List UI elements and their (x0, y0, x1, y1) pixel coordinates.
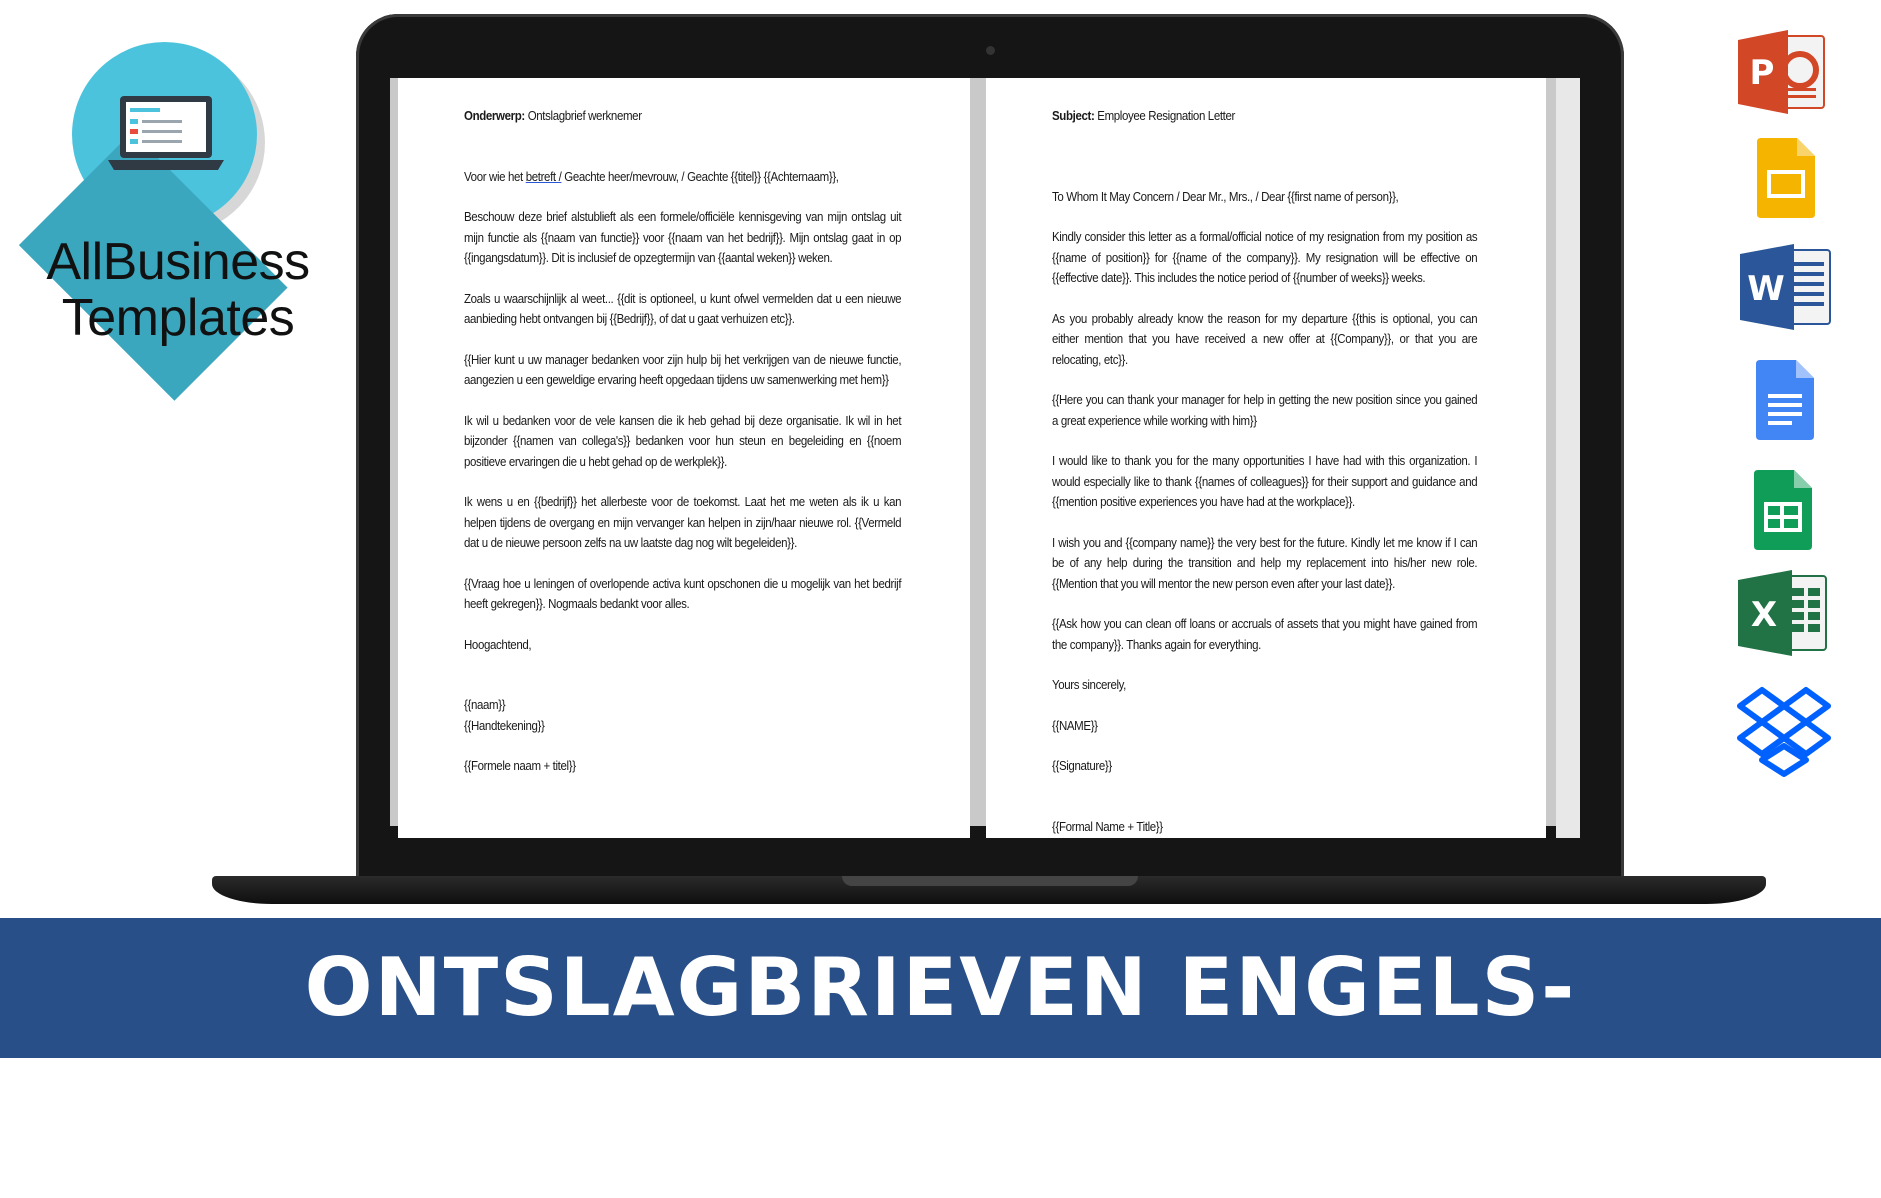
word-icon[interactable] (1740, 244, 1832, 330)
brand-line1: AllBusiness (46, 233, 310, 291)
signature-placeholder: {{Signature}} (1052, 759, 1112, 773)
title-banner (0, 918, 1881, 1174)
google-slides-icon[interactable] (1757, 138, 1815, 218)
paragraph: {{Vraag hoe u leningen of overlopende activa kunt opschonen die u mogelijk van het bedrijf heeft gekregen}}. Nogmaals bedankt voor alles. (464, 576, 902, 611)
laptop-base-notch (842, 876, 1138, 886)
closing: Yours sincerely, (1052, 678, 1127, 692)
greeting: To Whom It May Concern / Dear Mr., Mrs., / Dear {{first name of person}}, (1052, 189, 1399, 204)
greeting: Voor wie het betreft / Geachte heer/mevrouw, / Geachte {{titel}} {{Achternaam}}, (464, 169, 839, 184)
paragraph: I would like to thank you for the many opportunities I have had with this organization. I would especially like to thank {{names of colleagues}} for their support and guidance and {{mention positive experiences you have had at the workplace}}. (1052, 454, 1478, 509)
paragraph: I wish you and {{company name}} the very best for the future. Kindly let me know if I can be of any help during the transition and help my replacement into his/her new role. {{Mention that you will mentor the new person even after your last date}}. (1052, 535, 1478, 591)
name-placeholder: {{NAME}} (1052, 718, 1098, 733)
document-page-dutch (398, 78, 970, 838)
powerpoint-icon[interactable] (1738, 30, 1826, 114)
paragraph: As you probably already know the reason for my departure {{this is optional, you can either mention that you have received a new offer at {{Company}}, or that you are relocating, etc}}. (1052, 311, 1478, 367)
webcam-icon (986, 46, 995, 55)
paragraph: Ik wil u bedanken voor de vele kansen die ik heb gehad bij deze organisatie. Ik wil in het bijzonder {{namen van collega's}} bedanken voor hun steun en begeleiding en {{noem positieve ervaringen die u hebt gehad op de werkplek}}. (464, 413, 902, 469)
paragraph: {{Here you can thank your manager for help in getting the new position since you gained a great experience while working with him}} (1052, 393, 1478, 428)
signature-placeholder: {{Handtekening}} (464, 718, 545, 733)
google-docs-icon[interactable] (1756, 360, 1814, 440)
paragraph: Kindly consider this letter as a formal/official notice of my resignation from my position as {{name of position}} for {{name of the company}}. My resignation will be effective on {{effective date}}. This includes the notice period of {{number of weeks}} weeks. (1052, 230, 1478, 285)
subject-line: Subject: Employee Resignation Letter (1052, 109, 1236, 123)
svg-text:X: X (1750, 595, 1778, 635)
document-scrollbar[interactable] (1556, 78, 1580, 838)
brand-logo (72, 42, 257, 227)
subject-line: Onderwerp: Ontslagbrief werknemer (464, 109, 642, 123)
paragraph: {{Hier kunt u uw manager bedanken voor zijn hulp bij het verkrijgen van de nieuwe functie, aangezien u een geweldige ervaring heeft opgedaan tijdens uw samenwerking met hem}} (464, 352, 902, 387)
laptop-icon (106, 92, 226, 182)
paragraph: Beschouw deze brief alstublieft als een formele/officiële kennisgeving van mijn ontslag uit mijn functie als {{naam van functie}} voor {{naam van het bedrijf}}. Mijn ontslag gaat in op {{ingangsdatum}}. Dit is inclusief de opzegtermijn van {{aantal weken}} weken. (464, 210, 902, 265)
formal-name-placeholder: {{Formele naam + titel}} (464, 759, 576, 773)
paragraph: Zoals u waarschijnlijk al weet... {{dit is optioneel, u kunt ofwel vermelden dat u een nieuwe aanbieding hebt ontvangen bij {{Bedrijf}}, of dat u gaat verhuizen etc}}. (464, 291, 902, 326)
banner-title: ONTSLAGBRIEVEN ENGELS-NEDERLANDS (304, 941, 1577, 1174)
paragraph: Ik wens u en {{bedrijf}} het allerbeste voor de toekomst. Laat het me weten als ik u kan helpen tijdens de overgang en mijn vervanger kan helpen in zijn/haar nieuwe rol. {{Vermeld dat u de nieuwe persoon zelfs na uw laatste dag nog wilt begeleiden}}. (464, 495, 902, 550)
svg-text:P: P (1749, 53, 1775, 93)
closing: Hoogachtend, (464, 637, 532, 652)
laptop-screen (390, 78, 1580, 834)
google-sheets-icon[interactable] (1754, 470, 1812, 550)
paragraph: {{Ask how you can clean off loans or accruals of assets that you might have gained from the company}}. Thanks again for everything. (1052, 617, 1478, 652)
excel-icon[interactable] (1738, 570, 1828, 656)
document-page-english (986, 78, 1546, 838)
brand-name (28, 234, 328, 346)
dropbox-icon[interactable] (1736, 686, 1832, 778)
brand-line2: Templates (61, 289, 295, 347)
name-placeholder: {{naam}} (464, 698, 506, 712)
svg-text:W: W (1747, 269, 1785, 309)
formal-name-placeholder: {{Formal Name + Title}} (1052, 819, 1163, 834)
